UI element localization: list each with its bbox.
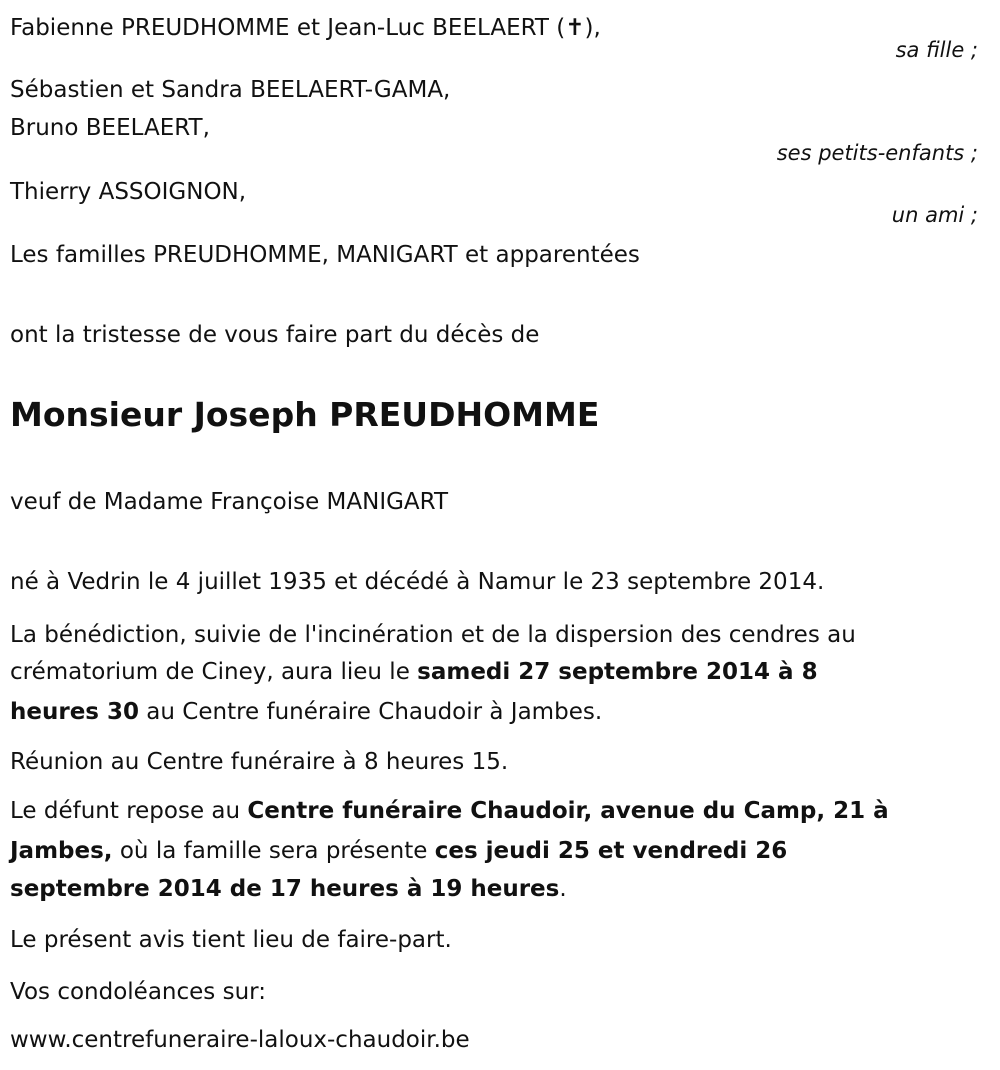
visitation-line-3 [10,874,567,904]
ceremony-date: samedi 27 septembre 2014 à 8 [417,659,818,685]
visitation-hours: septembre 2014 de 17 heures à 19 heures [10,876,560,902]
relation-friend: un ami ; [891,203,978,227]
family-line-grandchildren-2: Bruno BEELAERT, [10,115,210,141]
ceremony-line-1: La bénédiction, suivie de l'incinération et de la dispersion des cendres au [10,622,856,648]
family-line-daughter: Fabienne PREUDHOMME et Jean-Luc BEELAERT (✝), [10,15,601,41]
meeting-text: Réunion au Centre funéraire à 8 heures 15. [10,749,509,775]
family-line-grandchildren-1: Sébastien et Sandra BEELAERT-GAMA, [10,77,451,103]
relation-daughter: sa fille ; [895,38,978,62]
intro-text: ont la tristesse de vous faire part du décès de [10,322,540,348]
period: . [559,876,567,902]
visitation-text: Le défunt repose au [10,798,248,824]
ceremony-line-3 [10,697,602,727]
notice-text: Le présent avis tient lieu de faire-part. [10,927,452,953]
website-link[interactable]: www.centrefuneraire-laloux-chaudoir.be [10,1027,470,1053]
visitation-line-2 [10,836,787,866]
visitation-line-1 [10,796,889,826]
visitation-place-town: Jambes, [10,838,113,864]
relation-grandchildren: ses petits-enfants ; [776,141,978,165]
ceremony-place: au Centre funéraire Chaudoir à Jambes. [139,699,603,725]
birth-death-text: né à Vedrin le 4 juillet 1935 et décédé à Namur le 23 septembre 2014. [10,569,825,595]
visitation-place: Centre funéraire Chaudoir, avenue du Camp, 21 à [247,798,889,824]
family-line-friend: Thierry ASSOIGNON, [10,179,247,205]
family-line-families: Les familles PREUDHOMME, MANIGART et apparentées [10,242,640,268]
ceremony-time: heures 30 [10,699,139,725]
ceremony-text: crématorium de Ciney, aura lieu le [10,659,418,685]
deceased-name: Monsieur Joseph PREUDHOMME [10,395,600,434]
ceremony-line-2 [10,657,818,687]
visitation-text-2: où la famille sera présente [112,838,435,864]
condolences-label: Vos condoléances sur: [10,979,266,1005]
visitation-days: ces jeudi 25 et vendredi 26 [434,838,788,864]
widower-text: veuf de Madame Françoise MANIGART [10,489,449,515]
